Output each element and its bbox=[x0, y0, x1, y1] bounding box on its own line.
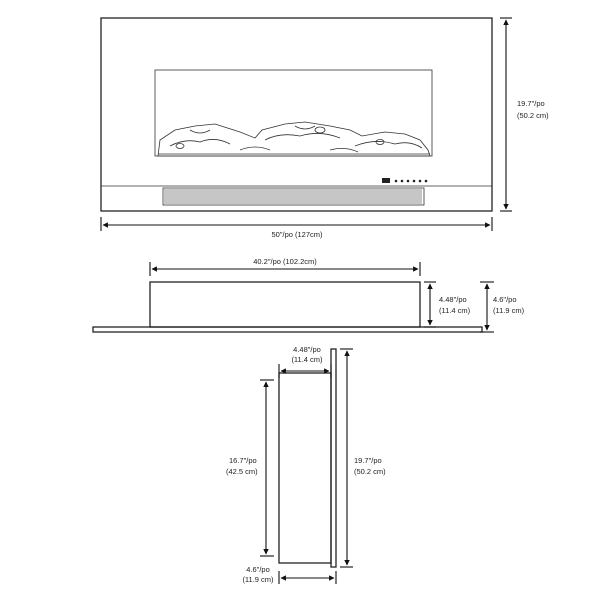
top-body-outline bbox=[150, 282, 420, 327]
front-height-label: 19.7"/po bbox=[517, 99, 545, 108]
top-inner-width-label: 40.2"/po (102.2cm) bbox=[253, 257, 317, 266]
log-set-icon bbox=[158, 122, 430, 156]
top-depth-label-metric: (11.4 cm) bbox=[439, 306, 471, 315]
top-view bbox=[93, 257, 525, 332]
control-button-dot bbox=[407, 180, 410, 183]
side-box-height-dimension bbox=[226, 380, 274, 556]
side-bottom-depth-dimension bbox=[242, 565, 336, 584]
side-depth-label: 4.48"/po bbox=[293, 345, 321, 354]
control-button-dot bbox=[395, 180, 398, 183]
top-front-panel-outline bbox=[93, 327, 482, 332]
top-inner-width-dimension bbox=[150, 257, 420, 276]
front-height-dimension bbox=[500, 18, 549, 211]
side-view bbox=[226, 345, 386, 584]
front-width-dimension bbox=[101, 217, 492, 239]
control-button-dot bbox=[401, 180, 404, 183]
top-depth-dimension bbox=[424, 282, 471, 327]
front-view bbox=[101, 18, 549, 239]
top-total-depth-label-metric: (11.9 cm) bbox=[493, 306, 525, 315]
top-total-depth-label: 4.6"/po bbox=[493, 295, 517, 304]
side-total-height-label: 19.7"/po bbox=[354, 456, 382, 465]
control-button-dot bbox=[413, 180, 416, 183]
side-box-height-label: 16.7"/po bbox=[229, 456, 257, 465]
heater-vent bbox=[163, 188, 424, 205]
top-depth-label: 4.48"/po bbox=[439, 295, 467, 304]
control-button-dot bbox=[425, 180, 428, 183]
top-total-depth-dimension bbox=[480, 282, 525, 332]
front-height-label-metric: (50.2 cm) bbox=[517, 111, 549, 120]
side-bottom-depth-label-metric: (11.9 cm) bbox=[242, 575, 274, 584]
side-depth-label-metric: (11.4 cm) bbox=[291, 355, 323, 364]
side-body-outline bbox=[279, 373, 331, 563]
side-bottom-depth-label: 4.6"/po bbox=[246, 565, 270, 574]
display-screen bbox=[382, 178, 390, 183]
side-box-height-label-metric: (42.5 cm) bbox=[226, 467, 258, 476]
control-button-dot bbox=[419, 180, 422, 183]
control-panel bbox=[382, 178, 427, 183]
front-width-label: 50"/po (127cm) bbox=[271, 230, 323, 239]
side-total-height-dimension bbox=[340, 349, 386, 567]
side-total-height-label-metric: (50.2 cm) bbox=[354, 467, 386, 476]
side-front-panel-outline bbox=[331, 349, 336, 567]
front-panel-outline bbox=[101, 18, 492, 211]
